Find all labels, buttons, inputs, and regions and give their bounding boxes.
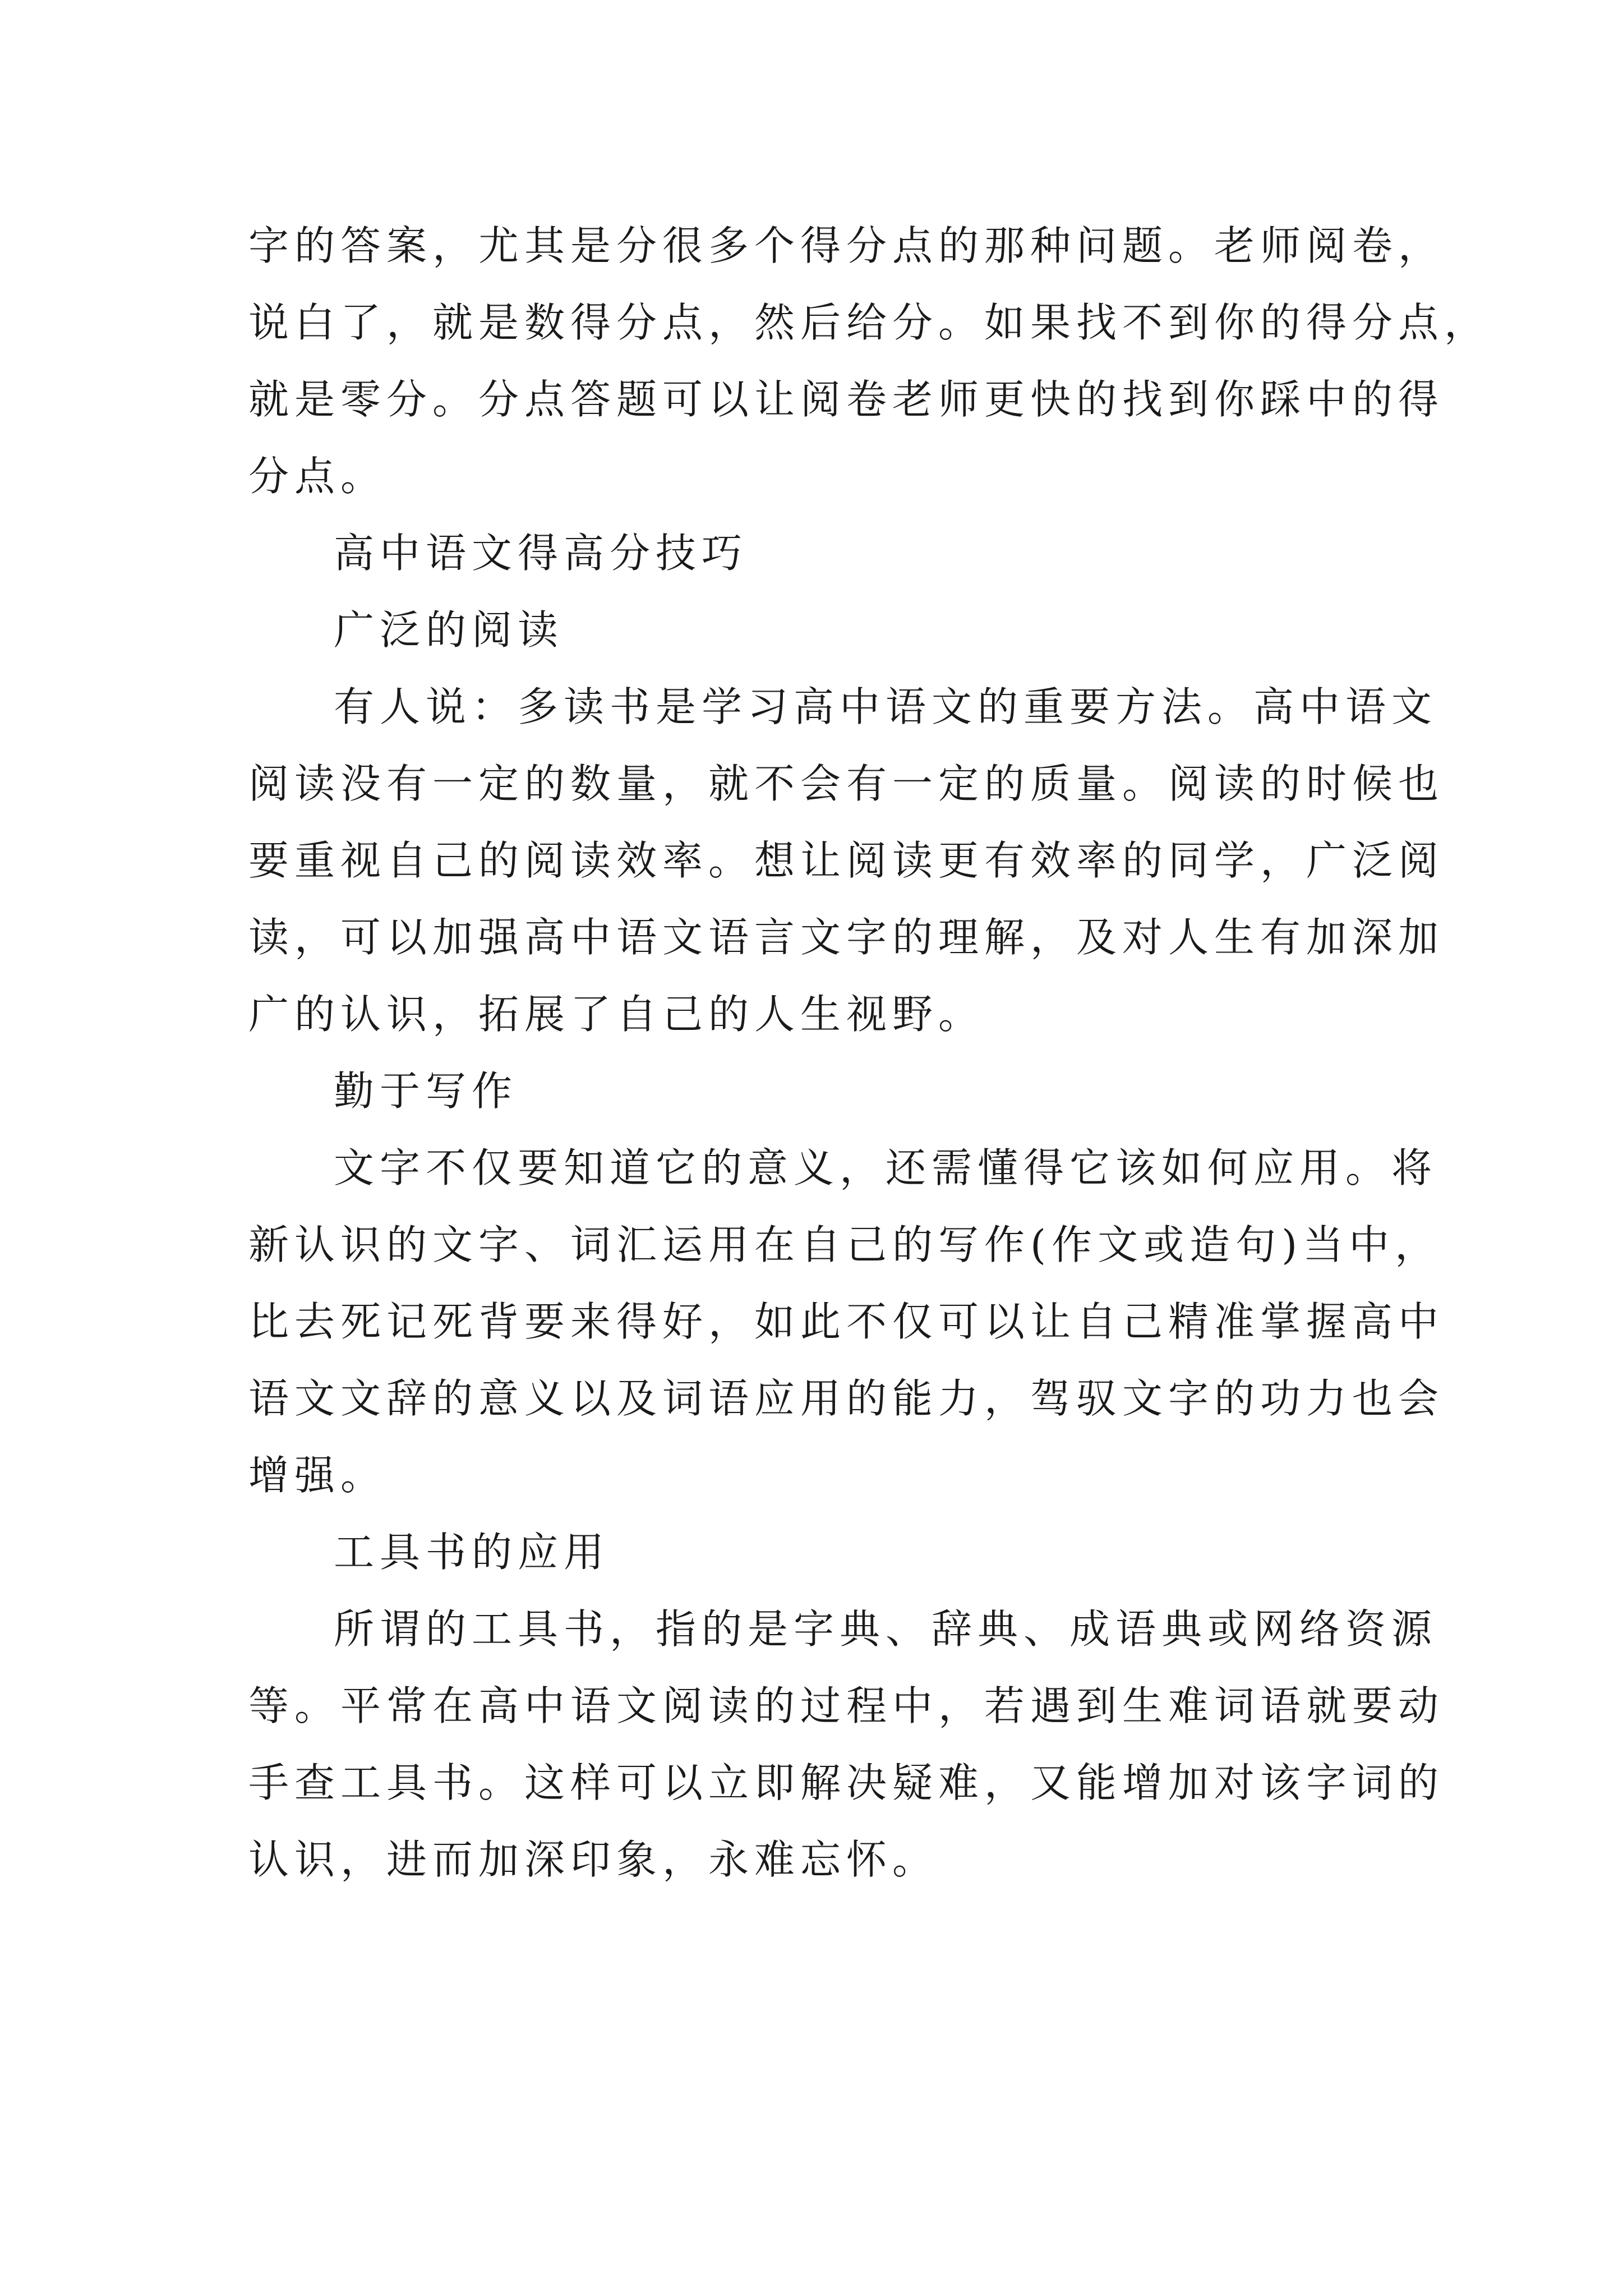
text-line: 语文文辞的意义以及词语应用的能力，驾驭文字的功力也会 bbox=[248, 1375, 1445, 1422]
document-body bbox=[248, 208, 1491, 1898]
text-line: 所谓的工具书，指的是字典、辞典、成语典或网络资源 bbox=[334, 1605, 1438, 1653]
text-line: 阅读没有一定的数量，就不会有一定的质量。阅读的时候也 bbox=[248, 760, 1445, 807]
text-line: 说白了，就是数得分点，然后给分。如果找不到你的得分点， bbox=[248, 299, 1491, 346]
text-line: 字的答案，尤其是分很多个得分点的那种问题。老师阅卷， bbox=[248, 222, 1445, 269]
section-subheading: 工具书的应用 bbox=[334, 1529, 610, 1576]
section-heading: 高中语文得高分技巧 bbox=[334, 530, 748, 577]
text-line: 读，可以加强高中语文语言文字的理解，及对人生有加深加 bbox=[248, 914, 1445, 961]
text-line: 新认识的文字、词汇运用在自己的写作(作文或造句)当中， bbox=[248, 1221, 1441, 1268]
section-subheading: 勤于写作 bbox=[334, 1068, 518, 1115]
text-line: 认识，进而加深印象，永难忘怀。 bbox=[248, 1836, 939, 1883]
text-line: 等。平常在高中语文阅读的过程中，若遇到生难词语就要动 bbox=[248, 1682, 1445, 1729]
text-line: 比去死记死背要来得好，如此不仅可以让自己精准掌握高中 bbox=[248, 1298, 1445, 1345]
section-subheading: 广泛的阅读 bbox=[334, 606, 564, 654]
text-line: 要重视自己的阅读效率。想让阅读更有效率的同学，广泛阅 bbox=[248, 837, 1445, 884]
text-line: 分点。 bbox=[248, 453, 387, 500]
text-line: 手查工具书。这样可以立即解决疑难，又能增加对该字词的 bbox=[248, 1759, 1445, 1806]
text-line: 有人说：多读书是学习高中语文的重要方法。高中语文 bbox=[334, 683, 1438, 730]
text-line: 就是零分。分点答题可以让阅卷老师更快的找到你踩中的得 bbox=[248, 376, 1445, 423]
text-line: 广的认识，拓展了自己的人生视野。 bbox=[248, 991, 985, 1038]
text-line: 增强。 bbox=[248, 1452, 387, 1499]
text-line: 文字不仅要知道它的意义，还需懂得它该如何应用。将 bbox=[334, 1144, 1438, 1191]
